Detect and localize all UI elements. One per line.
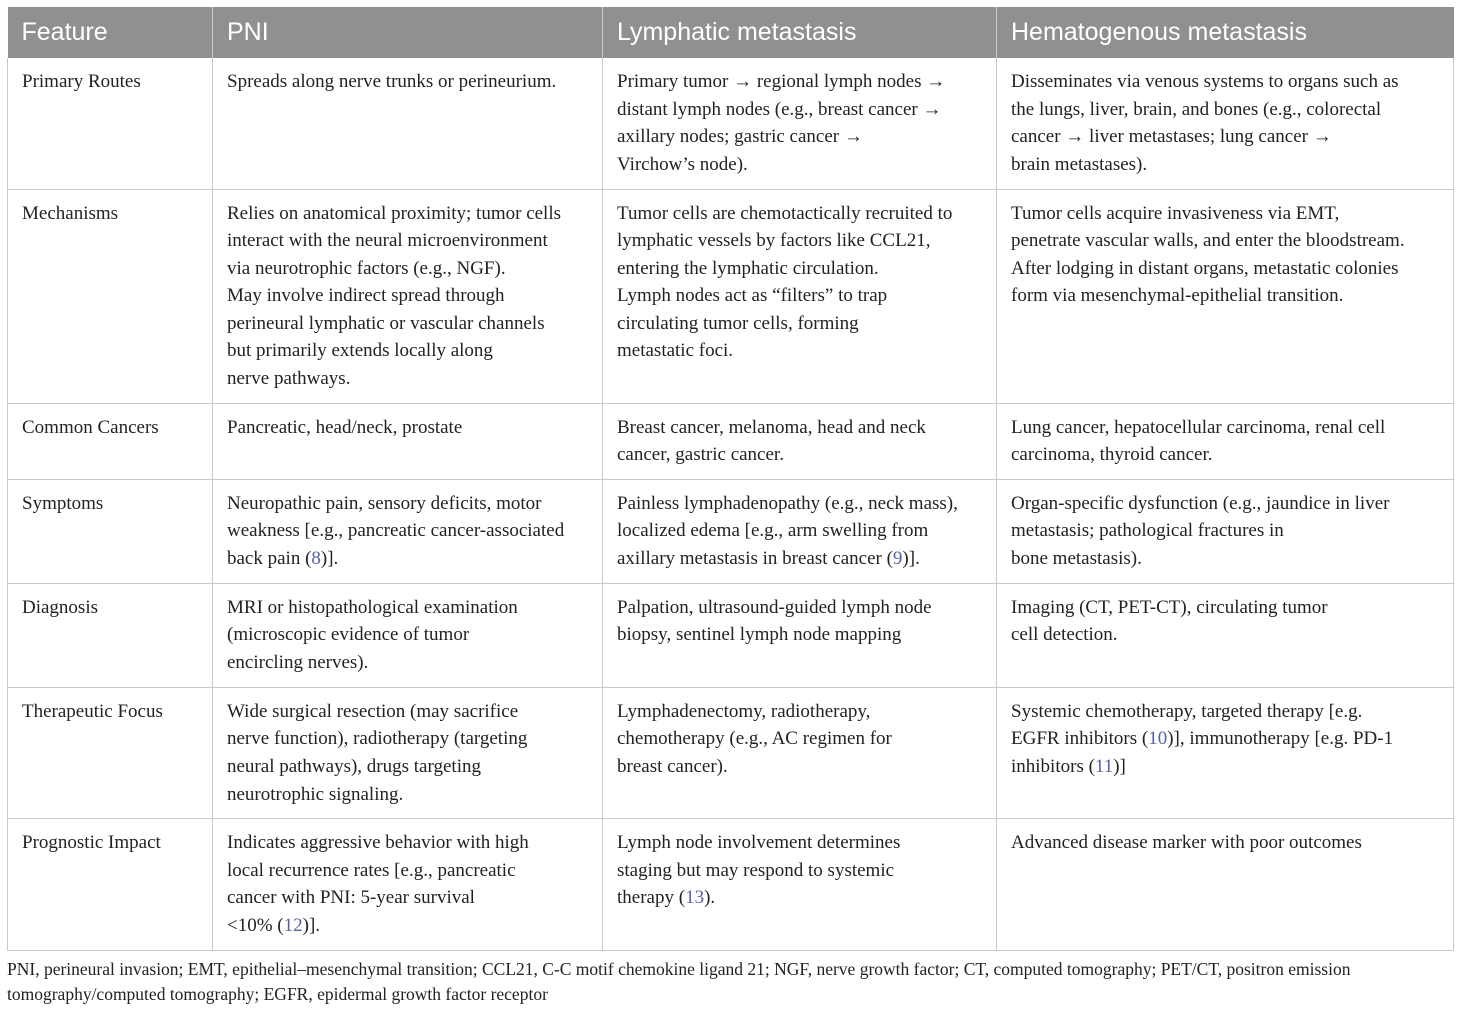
- reference-link[interactable]: 11: [1094, 756, 1114, 778]
- reference-link[interactable]: 8: [311, 548, 321, 570]
- cell-pni: Wide surgical resection (may sacrifice nerve function), radiotherapy (targeting neural pathways), drugs targeting neurotrophic signaling.: [213, 687, 603, 818]
- cell-pni: Neuropathic pain, sensory deficits, motor weakness [e.g., pancreatic cancer-associated back pain (8)].: [213, 479, 603, 583]
- cell-feature: Therapeutic Focus: [8, 687, 213, 818]
- reference-link[interactable]: 9: [892, 548, 903, 570]
- table-row: [8, 687, 1454, 818]
- table-footnote: PNI, perineural invasion; EMT, epithelial–mesenchymal transition; CCL21, C-C motif chemokine ligand 21; NGF, nerve growth factor; CT, computed tomography; PET/CT, positron emission tomography/computed tomography; EGFR, epidermal growth factor receptor: [7, 959, 1351, 1004]
- cell-pni: Spreads along nerve trunks or perineurium.: [213, 58, 603, 189]
- cell-feature: Common Cancers: [8, 403, 213, 479]
- cell-hematogenous: Lung cancer, hepatocellular carcinoma, renal cell carcinoma, thyroid cancer.: [997, 403, 1454, 479]
- cell-feature: Diagnosis: [8, 583, 213, 687]
- cell-feature: Symptoms: [8, 479, 213, 583]
- comparison-table: [7, 7, 1454, 951]
- cell-lymphatic: Painless lymphadenopathy (e.g., neck mass), localized edema [e.g., arm swelling from axillary metastasis in breast cancer (9)].: [603, 479, 997, 583]
- cell-lymphatic: Palpation, ultrasound-guided lymph node biopsy, sentinel lymph node mapping: [603, 583, 997, 687]
- cell-lymphatic: Primary tumor → regional lymph nodes → distant lymph nodes (e.g., breast cancer → axillary nodes; gastric cancer → Virchow’s node).: [603, 58, 997, 189]
- cell-lymphatic: Breast cancer, melanoma, head and neck cancer, gastric cancer.: [603, 403, 997, 479]
- cell-pni: Relies on anatomical proximity; tumor cells interact with the neural microenvironment via neurotrophic factors (e.g., NGF). May involve indirect spread through perineural lymphatic or vascular channels but primarily extends locally along nerve pathways.: [213, 189, 603, 403]
- reference-link[interactable]: 12: [283, 915, 303, 936]
- header-feature: Feature: [8, 7, 213, 58]
- table-row: [8, 58, 1454, 189]
- table-row: [8, 583, 1454, 687]
- cell-lymphatic: Lymphadenectomy, radiotherapy, chemotherapy (e.g., AC regimen for breast cancer).: [603, 687, 997, 818]
- cell-pni: MRI or histopathological examination (microscopic evidence of tumor encircling nerves).: [213, 583, 603, 687]
- cell-feature: Mechanisms: [8, 189, 213, 403]
- cell-lymphatic: Tumor cells are chemotactically recruited to lymphatic vessels by factors like CCL21, entering the lymphatic circulation. Lymph nodes act as “filters” to trap circulating tumor cells, forming metastatic foci.: [603, 189, 997, 403]
- cell-feature: Primary Routes: [8, 58, 213, 189]
- cell-pni: Pancreatic, head/neck, prostate: [213, 403, 603, 479]
- table-header-row: [8, 7, 1454, 58]
- table-row: [8, 479, 1454, 583]
- table-row: [8, 189, 1454, 403]
- cell-pni: Indicates aggressive behavior with high local recurrence rates [e.g., pancreatic cancer with PNI: 5-year survival <10% (12)].: [213, 819, 603, 950]
- table-row: [8, 403, 1454, 479]
- header-lymphatic: Lymphatic metastasis: [603, 7, 997, 58]
- comparison-table-container: [7, 7, 1453, 951]
- cell-feature: Prognostic Impact: [8, 819, 213, 950]
- cell-hematogenous: Disseminates via venous systems to organs such as the lungs, liver, brain, and bones (e.g., colorectal cancer → liver metastases; lung cancer → brain metastases).: [997, 58, 1454, 189]
- reference-link[interactable]: 10: [1148, 728, 1168, 750]
- cell-hematogenous: Systemic chemotherapy, targeted therapy [e.g. EGFR inhibitors (10)], immunotherapy [e.g. PD-1 inhibitors (11)]: [997, 687, 1454, 818]
- cell-hematogenous: Imaging (CT, PET-CT), circulating tumor cell detection.: [997, 583, 1454, 687]
- cell-lymphatic: Lymph node involvement determines staging but may respond to systemic therapy (13).: [603, 819, 997, 950]
- cell-hematogenous: Advanced disease marker with poor outcomes: [997, 819, 1454, 950]
- header-pni: PNI: [213, 7, 603, 58]
- header-hematogenous: Hematogenous metastasis: [997, 7, 1454, 58]
- cell-hematogenous: Organ-specific dysfunction (e.g., jaundice in liver metastasis; pathological fractures in bone metastasis).: [997, 479, 1454, 583]
- cell-hematogenous: Tumor cells acquire invasiveness via EMT, penetrate vascular walls, and enter the bloodstream. After lodging in distant organs, metastatic colonies form via mesenchymal-epithelial transition.: [997, 189, 1454, 403]
- reference-link[interactable]: 13: [685, 887, 705, 909]
- table-row: [8, 819, 1454, 950]
